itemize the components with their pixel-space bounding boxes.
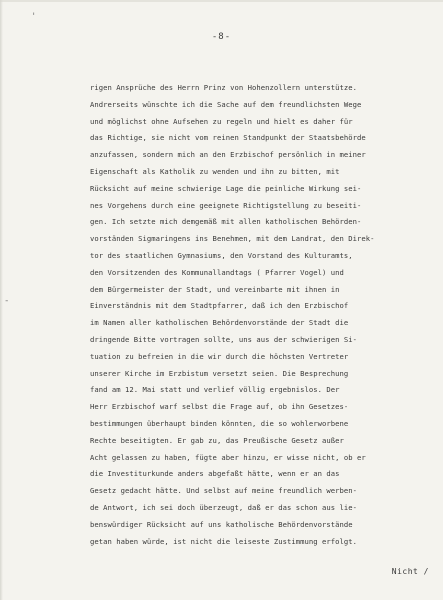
text-line: Rücksicht auf meine schwierige Lage die peinliche Wirkung sei-	[90, 183, 362, 193]
page-number: -8-	[211, 32, 232, 42]
text-line: vorständen Sigmaringens ins Benehmen, mit dem Landrat, den Direk-	[90, 234, 375, 244]
text-line: Rechte beseitigten. Er gab zu, das Preußische Gesetz außer	[90, 435, 344, 445]
text-line: Eigenschaft als Katholik zu wenden und ihn zu bitten, mit	[90, 166, 340, 176]
page-left-edge	[0, 0, 3, 600]
text-line: im Namen aller katholischen Behördenvorstände der Stadt die	[90, 318, 349, 328]
text-line: rigen Ansprüche des Herrn Prinz von Hohenzollern unterstütze.	[90, 83, 358, 92]
text-line: Acht gelassen zu haben, fügte aber hinzu, er wisse nicht, ob er	[90, 452, 366, 462]
text-line: nes Vorgehens durch eine geeignete Richtigstellung zu beseiti-	[90, 200, 362, 210]
text-line: dem Bürgermeister der Stadt, und vereinbarte mit ihnen in	[90, 284, 340, 294]
catchword: Nicht /	[391, 567, 429, 576]
text-line: anzufassen, sondern mich an den Erzbischof persönlich in meiner	[90, 150, 366, 160]
page-top-edge	[0, 0, 443, 2]
text-line: getan haben würde, ist nicht die leiseste Zustimmung erfolgt.	[90, 536, 358, 546]
text-line: tor des staatlichen Gymnasiums, den Vorstand des Kulturamts,	[90, 250, 353, 260]
text-line: das Richtige, sie nicht vom reinen Standpunkt der Staatsbehörde	[90, 133, 366, 143]
text-line: unserer Kirche im Erzbistum versetzt seien. Die Besprechung	[90, 368, 349, 378]
typed-body-text	[90, 80, 436, 550]
text-line: tuation zu befreien in die wir durch die höchsten Vertreter	[90, 351, 349, 361]
text-line: Herr Erzbischof warf selbst die Frage auf, ob ihn Gesetzes-	[90, 402, 349, 412]
text-line: benswürdiger Rücksicht auf uns katholische Behördenvorstände	[90, 519, 353, 529]
text-line: Einverständnis mit dem Stadtpfarrer, daß ich den Erzbischof	[90, 301, 349, 311]
corner-mark: '	[31, 12, 37, 22]
text-line: Gesetz gedacht hätte. Und selbst auf meine freundlich werben-	[90, 486, 358, 496]
text-line: de Antwort, ich sei doch überzeugt, daß er das schon aus lie-	[90, 502, 358, 512]
text-line: und möglichst ohne Aufsehen zu regeln und hielt es daher für	[90, 116, 353, 126]
text-line: Andrerseits wünschte ich die Sache auf dem freundlichsten Wege	[90, 99, 362, 109]
text-line: gen. Ich setzte mich demgemäß mit allen katholischen Behörden-	[90, 217, 362, 227]
text-line: bestimmungen überhaupt binden könnten, die so wohlerworbene	[90, 418, 349, 428]
text-line: die Investiturkunde anders abgefaßt hätte, wenn er an das	[90, 469, 340, 479]
margin-tick: -	[4, 296, 10, 306]
text-line: den Vorsitzenden des Kommunallandtags ( Pfarrer Vogel) und	[90, 267, 344, 277]
text-line: dringende Bitte vortragen sollte, uns aus der schwierigen Si-	[90, 334, 358, 344]
text-line: fand am 12. Mai statt und verlief völlig ergebnislos. Der	[90, 385, 340, 395]
